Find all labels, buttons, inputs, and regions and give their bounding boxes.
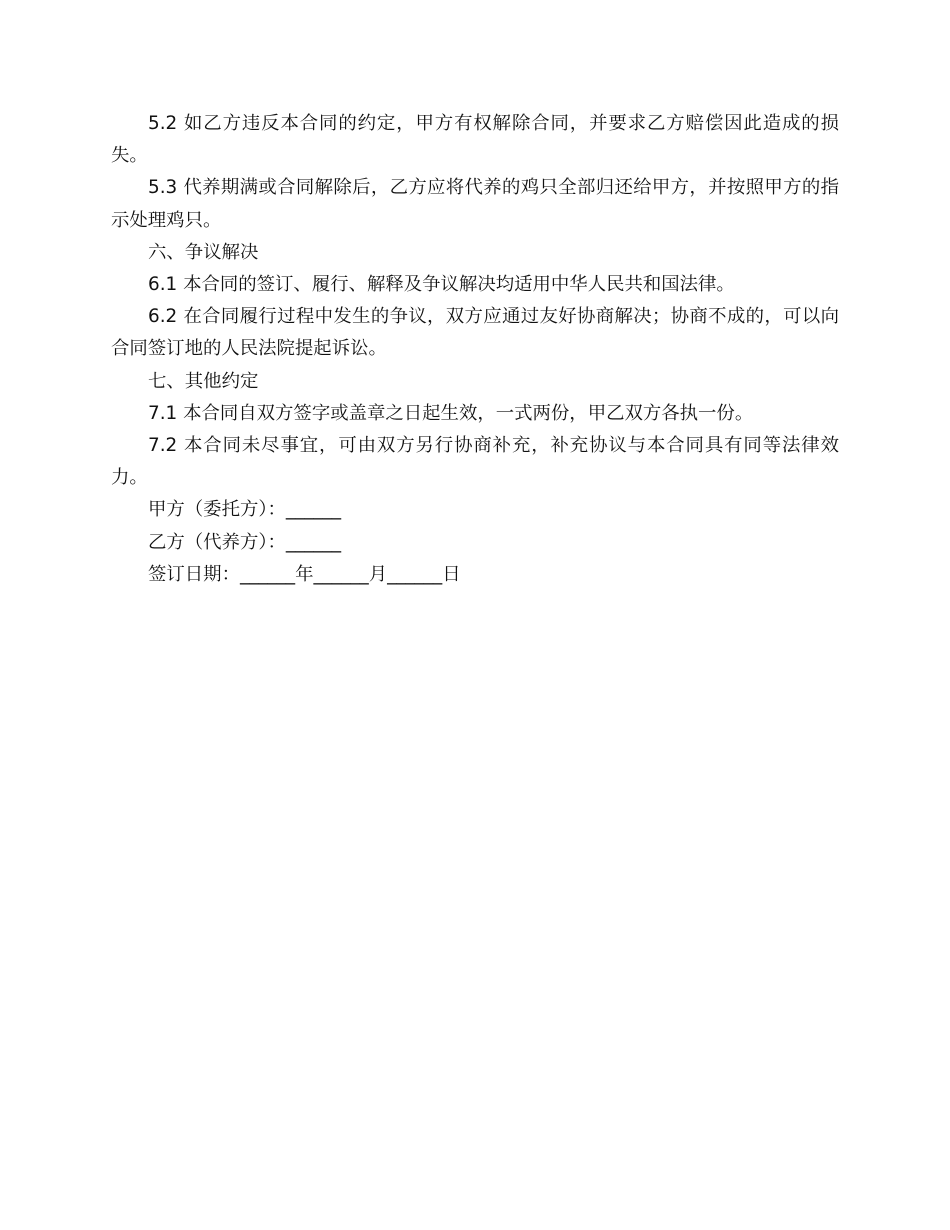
signing-date-line: 签订日期：______年______月______日 xyxy=(148,563,461,585)
section-heading-dispute: 六、争议解决 xyxy=(148,241,259,263)
clause-7-1: 7.1 本合同自双方签字或盖章之日起生效，一式两份，甲乙双方各执一份。 xyxy=(148,402,754,424)
party-b-signature-line: 乙方（代养方）：______ xyxy=(148,531,342,553)
clause-6-2: 6.2 在合同履行过程中发生的争议，双方应通过友好协商解决；协商不成的，可以向合同签订地的人民法院提起诉讼。 xyxy=(111,306,839,360)
party-a-signature-line: 甲方（委托方）：______ xyxy=(148,499,342,521)
clause-6-1: 6.1 本合同的签订、履行、解释及争议解决均适用中华人民共和国法律。 xyxy=(148,274,735,296)
clause-5-3: 5.3 代养期满或合同解除后，乙方应将代养的鸡只全部归还给甲方，并按照甲方的指示处理鸡只。 xyxy=(111,177,839,231)
section-heading-other: 七、其他约定 xyxy=(148,370,259,392)
clause-7-2: 7.2 本合同未尽事宜，可由双方另行协商补充，补充协议与本合同具有同等法律效力。 xyxy=(111,435,839,489)
document-body xyxy=(111,108,839,591)
clause-5-2: 5.2 如乙方违反本合同的约定，甲方有权解除合同，并要求乙方赔偿因此造成的损失。 xyxy=(111,113,839,167)
